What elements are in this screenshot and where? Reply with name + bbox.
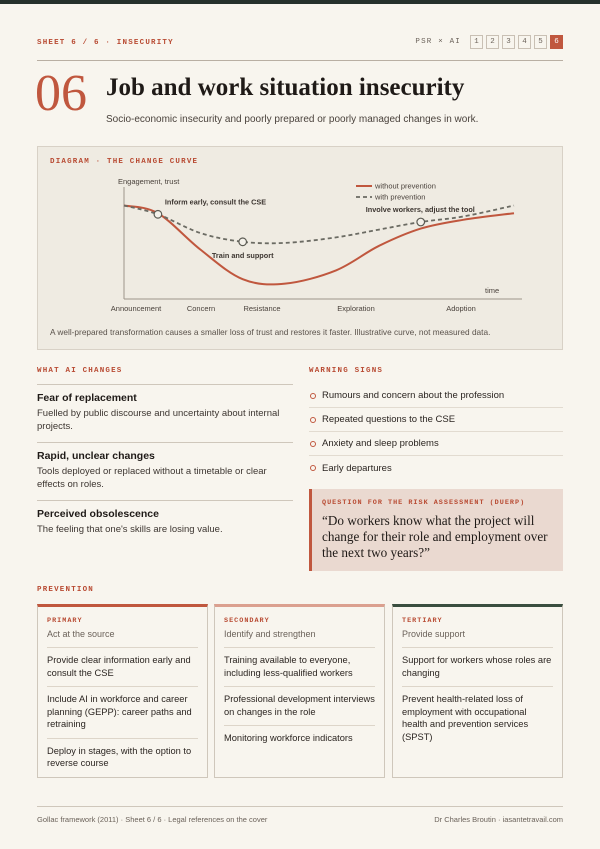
prevention-subtitle: Identify and strengthen [224,629,375,648]
warning-item [309,432,563,456]
page-title: Job and work situation insecurity [106,74,465,101]
page-link-3[interactable]: 3 [502,35,515,49]
risk-question-text: “Do workers know what the project will change for their role and employment over the next two years?” [322,513,548,560]
page-link-2[interactable]: 2 [486,35,499,49]
x-tick-label: Exploration [337,304,375,313]
prevention-item: Support for workers whose roles are changing [402,648,553,687]
prevention-item: Professional development interviews on changes in the role [224,687,375,726]
warning-text: Early departures [322,462,392,474]
prevention-item: Include AI in workforce and career planning (GEPP): career paths and retraining [47,687,198,739]
circle-bullet-icon [310,393,316,399]
annotation-label: Involve workers, adjust the tool [365,205,475,214]
prevention-subtitle: Provide support [402,629,553,648]
page-nav [415,35,563,49]
warning-signs-label: WARNING SIGNS [309,367,384,375]
ai-change-item [37,384,293,442]
warning-text: Repeated questions to the CSE [322,414,456,425]
annotation-label: Inform early, consult the CSE [164,197,267,207]
ai-change-item [37,442,293,500]
prevention-tertiary [392,604,563,778]
change-curve-chart [38,147,564,351]
ai-change-head: Rapid, unclear changes [37,450,155,462]
annotation-marker [239,238,247,246]
ai-change-item [37,500,293,545]
prevention-label: PREVENTION [37,586,95,594]
warning-text: Anxiety and sleep problems [322,438,439,449]
prevention-level: PRIMARY [47,617,83,625]
diagram-label: DIAGRAM · THE CHANGE CURVE [50,158,199,166]
ai-change-head: Perceived obsolescence [37,508,159,520]
prevention-item: Provide clear information early and consult the CSE [47,648,198,687]
annotation-marker [417,218,425,226]
prevention-subtitle: Act at the source [47,629,198,648]
ai-change-body: The feeling that one's skills are losing value. [37,524,223,535]
footer-divider [37,806,563,807]
page-link-6[interactable]: 6 [550,35,563,49]
circle-bullet-icon [310,465,316,471]
circle-bullet-icon [310,441,316,447]
change-curve-diagram [37,146,563,350]
diagram-caption: A well-prepared transformation causes a smaller loss of trust and restores it faster. Illustrative curve, not measured data. [50,327,491,337]
header-divider [37,60,563,61]
warning-item [309,456,563,480]
nav-label: PSR × AI [415,38,461,46]
ai-changes-label: WHAT AI CHANGES [37,367,123,375]
footer-reference: Gollac framework (2011) · Sheet 6 / 6 · Legal references on the cover [37,815,268,824]
risk-question-label: QUESTION FOR THE RISK ASSESSMENT (DUERP) [322,499,526,507]
prevention-level: TERTIARY [402,617,443,625]
warning-text: Rumours and concern about the profession [322,390,505,401]
annotation-marker [154,211,162,219]
sheet-number: 06 [35,65,87,122]
ai-change-head: Fear of replacement [37,392,137,404]
ai-changes-list [37,384,293,545]
prevention-secondary [214,604,385,778]
top-accent-bar [0,0,600,4]
prevention-item: Prevent health-related loss of employment with occupational health and prevention services (SPST) [402,694,529,742]
ai-change-body: Fuelled by public discourse and uncertainty about internal projects. [37,408,280,432]
legend-label-with: with prevention [375,192,426,202]
annotation-label: Train and support [211,250,274,260]
prevention-item: Deploy in stages, with the option to reverse course [47,745,192,768]
x-tick-label: Concern [186,304,216,313]
x-tick-label: Announcement [110,304,162,313]
page-link-4[interactable]: 4 [518,35,531,49]
x-tick-label: Resistance [243,304,281,313]
prevention-primary [37,604,208,778]
warning-signs-list [309,384,563,480]
sheet-label: SHEET 6 / 6 · INSECURITY [37,39,174,47]
risk-question-box [309,489,563,571]
warning-item [309,384,563,408]
footer-author: Dr Charles Broutin · iasantetravail.com [434,815,563,824]
page-subtitle: Socio-economic insecurity and poorly prepared or poorly managed changes in work. [106,114,479,125]
prevention-level: SECONDARY [224,617,270,625]
prevention-item: Training available to everyone, including less-qualified workers [224,648,375,687]
page-link-5[interactable]: 5 [534,35,547,49]
y-axis-label: Engagement, trust [118,177,180,186]
legend-label-without: without prevention [375,181,436,191]
circle-bullet-icon [310,417,316,423]
x-axis-label: time [485,286,500,295]
x-tick-label: Adoption [446,304,476,313]
page-link-1[interactable]: 1 [470,35,483,49]
ai-change-body: Tools deployed or replaced without a timetable or clear effects on roles. [37,466,267,490]
prevention-item: Monitoring workforce indicators [224,733,353,743]
warning-item [309,408,563,432]
